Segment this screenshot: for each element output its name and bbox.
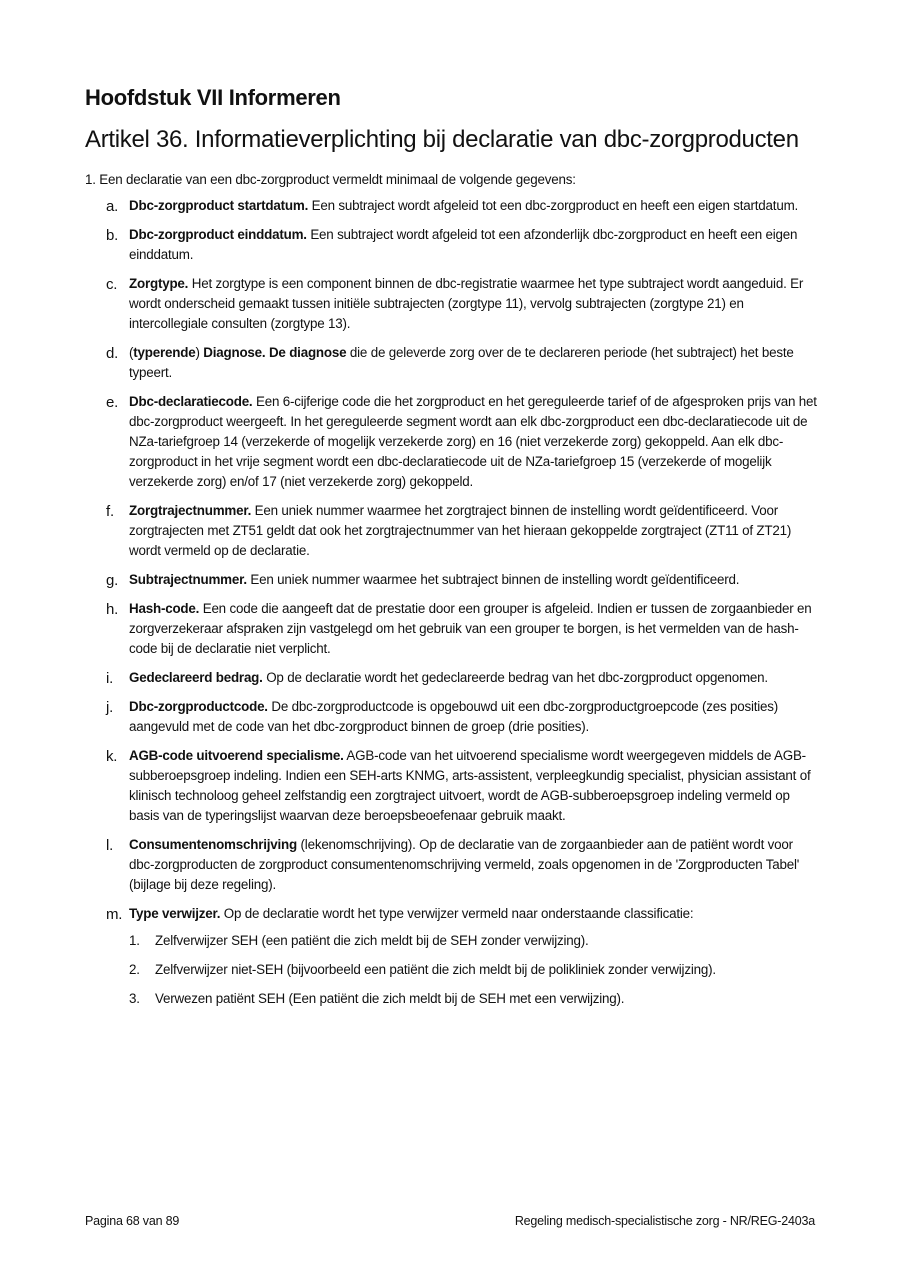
item-text: Een code die aangeeft dat de prestatie door een grouper is afgeleid. Indien er tussen de zorgaanbieder en zorgverzekeraar afspraken zijn vastgelegd om het gebruik van een grouper te borgen, is het vermelden van de hash-code bij de declaratie niet verplicht. xyxy=(129,601,812,656)
intro-paragraph: 1. Een declaratie van een dbc-zorgproduct vermeldt minimaal de volgende gegevens: xyxy=(85,172,576,187)
page-footer xyxy=(85,1214,815,1228)
item-term: AGB-code uitvoerend specialisme. xyxy=(129,748,344,763)
list-marker: d. xyxy=(106,345,119,362)
requirements-list xyxy=(85,196,817,1009)
list-item xyxy=(85,343,817,383)
list-marker: h. xyxy=(106,601,119,618)
list-marker: k. xyxy=(106,748,118,765)
sub-item-text: Verwezen patiënt SEH (Een patiënt die zich meldt bij de SEH met een verwijzing). xyxy=(155,991,625,1006)
list-marker: j. xyxy=(106,699,114,716)
list-item xyxy=(85,570,817,590)
item-term: Gedeclareerd bedrag. xyxy=(129,670,263,685)
document-page xyxy=(85,84,817,1018)
item-term: Dbc-declaratiecode. xyxy=(129,394,253,409)
list-marker: l. xyxy=(106,837,114,854)
item-text: Een subtraject wordt afgeleid tot een dbc-zorgproduct en heeft een eigen startdatum. xyxy=(308,198,799,213)
item-term: Type verwijzer. xyxy=(129,906,221,921)
list-item xyxy=(85,274,817,334)
item-text: De dbc-zorgproductcode is opgebouwd uit een dbc-zorgproductgroepcode (zes posities) aangevuld met de code van het dbc-zorgproduct binnen de groep (drie posities). xyxy=(129,699,779,734)
list-item xyxy=(85,392,817,492)
list-item xyxy=(85,501,817,561)
list-marker: e. xyxy=(106,394,119,411)
sub-list-item xyxy=(129,931,817,951)
list-marker: b. xyxy=(106,227,119,244)
item-term: Dbc-zorgproductcode. xyxy=(129,699,268,714)
item-text: Een subtraject wordt afgeleid tot een afzonderlijk dbc-zorgproduct en heeft een eigen einddatum. xyxy=(129,227,798,262)
item-term: Hash-code. xyxy=(129,601,200,616)
item-term: Dbc-zorgproduct startdatum. xyxy=(129,198,309,213)
item-text: Een 6-cijferige code die het zorgproduct en het gereguleerde tarief of de afgesproken prijs van het dbc-zorgproduct weergeeft. In het gereguleerde segment wordt aan elk dbc-zorgproduct een dbc-declaratiecode uit de NZa-tariefgroep 14 (verzekerde of mogelijk verzekerde zorg) en 16 (niet verzekerde zorg) gekoppeld. Aan elk dbc-zorgproduct in het vrije segment wordt een dbc-declaratiecode uit de NZa-tariefgroep 15 (verzekerde of mogelijk verzekerde zorg) en/of 17 (niet verzekerde zorg) gekoppeld. xyxy=(129,394,817,489)
item-term: Zorgtype. xyxy=(129,276,189,291)
sub-item-text: Zelfverwijzer niet-SEH (bijvoorbeeld een patiënt die zich meldt bij de polikliniek zonder verwijzing). xyxy=(155,962,716,977)
item-prefix: ( xyxy=(129,345,134,360)
list-marker: i. xyxy=(106,670,114,687)
list-item xyxy=(85,225,817,265)
item-term: Diagnose. De diagnose xyxy=(203,345,347,360)
item-text: ) xyxy=(195,345,204,360)
item-text: Een uniek nummer waarmee het subtraject binnen de instelling wordt geïdentificeerd. xyxy=(246,572,740,587)
item-text: Op de declaratie wordt het gedeclareerde bedrag van het dbc-zorgproduct opgenomen. xyxy=(262,670,768,685)
chapter-title: Hoofdstuk VII Informeren xyxy=(85,85,341,110)
list-marker: m. xyxy=(106,906,123,923)
list-marker: a. xyxy=(106,198,119,215)
list-marker: c. xyxy=(106,276,118,293)
list-item xyxy=(85,196,817,216)
item-text: Op de declaratie wordt het type verwijzer vermeld naar onderstaande classificatie: xyxy=(220,906,694,921)
sub-list-marker: 3. xyxy=(129,991,140,1006)
item-term: Consumentenomschrijving xyxy=(129,837,298,852)
document-reference: Regeling medisch-specialistische zorg - NR/REG-2403a xyxy=(514,1214,815,1228)
list-item xyxy=(85,746,817,826)
sub-item-text: Zelfverwijzer SEH (een patiënt die zich meldt bij de SEH zonder verwijzing). xyxy=(155,933,589,948)
list-marker: g. xyxy=(106,572,119,589)
list-item xyxy=(85,668,817,688)
list-item xyxy=(85,697,817,737)
referrer-type-list xyxy=(129,931,817,1009)
list-item xyxy=(85,835,817,895)
item-text: die de geleverde zorg over de te declareren periode (het subtraject) het beste typeert. xyxy=(129,345,794,380)
item-text: AGB-code van het uitvoerend specialisme wordt weergegeven middels de AGB-subberoepsgroep indeling. Indien een SEH-arts KNMG, arts-assistent, verpleegkundig specialist, physician assistant of klinisch technoloog geheel zelfstandig een zorgtraject uitvoert, wordt de AGB-subberoepsgroep indeling vermeld op basis van de typeringslijst waarvan deze beroepsbeoefenaar gebruik maakt. xyxy=(129,748,811,823)
list-item xyxy=(85,904,817,1009)
item-text: (lekenomschrijving). Op de declaratie van de zorgaanbieder aan de patiënt wordt voor dbc-zorgproducten de zorgproduct consumentenomschrijving vermeld, zoals opgenomen in de 'Zorgproducten Tabel' (bijlage bij deze regeling). xyxy=(129,837,800,892)
list-item xyxy=(85,599,817,659)
item-term: Zorgtrajectnummer. xyxy=(129,503,252,518)
list-marker: f. xyxy=(106,503,114,520)
sub-list-item xyxy=(129,960,817,980)
item-term: Dbc-zorgproduct einddatum. xyxy=(129,227,307,242)
item-text: Een uniek nummer waarmee het zorgtraject binnen de instelling wordt geïdentificeerd. Voor zorgtrajecten met ZT51 geldt dat ook het zorgtrajectnummer van het hieraan gekoppelde zorgtraject (ZT11 of ZT21) wordt vermeld op de declaratie. xyxy=(129,503,792,558)
page-number: Pagina 68 van 89 xyxy=(85,1214,180,1228)
item-term: typerende xyxy=(133,345,196,360)
item-term: Subtrajectnummer. xyxy=(129,572,247,587)
sub-list-item xyxy=(129,989,817,1009)
sub-list-marker: 1. xyxy=(129,933,140,948)
article-title: Artikel 36. Informatieverplichting bij declaratie van dbc-zorgproducten xyxy=(85,126,799,153)
sub-list-marker: 2. xyxy=(129,962,140,977)
item-text: Het zorgtype is een component binnen de dbc-registratie waarmee het type subtraject wordt aangeduid. Er wordt onderscheid gemaakt tussen initiële subtrajecten (zorgtype 11), vervolg subtrajecten (zorgtype 21) en intercollegiale consulten (zorgtype 13). xyxy=(129,276,804,331)
